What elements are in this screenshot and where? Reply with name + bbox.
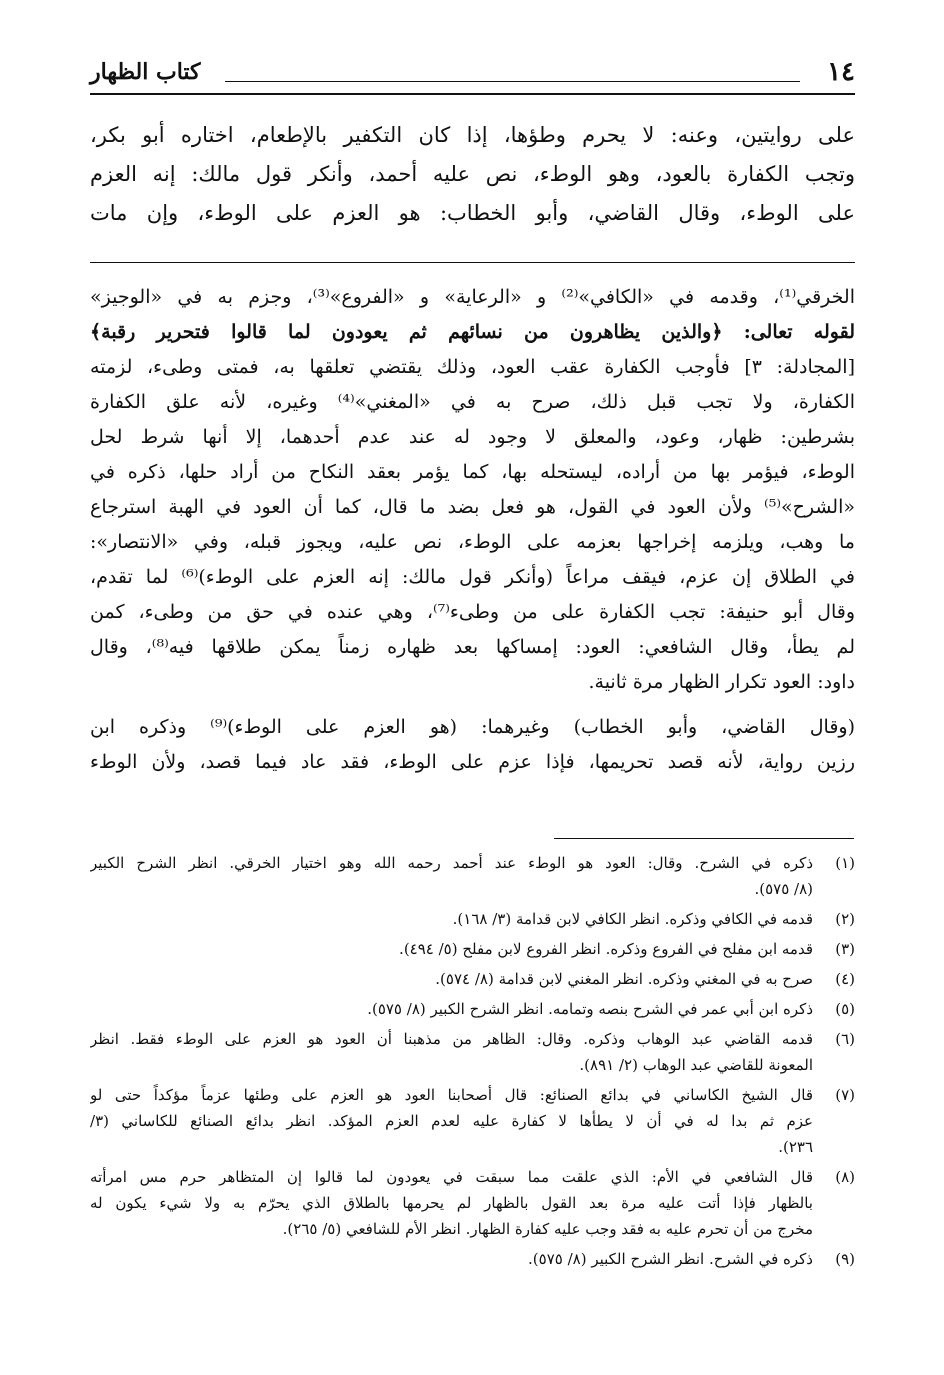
- header-rule: [90, 93, 855, 95]
- footnote: [90, 996, 855, 1022]
- commentary-line: الكفارة، ولا تجب قبل ذلك، صرح به في «المغني»⁽⁴⁾ وغيره، لأنه علق الكفارة: [90, 391, 855, 413]
- commentary-line: داود: العود تكرار الظهار مرة ثانية.: [588, 671, 855, 693]
- commentary-line: الوطء، فيؤمر بها من أراده، ليستحله بها، كما يؤمر بعقد النكاح من أراد حلها، ذكره في: [90, 461, 855, 483]
- header-dash-line: [225, 81, 800, 82]
- page-number: ١٤: [827, 57, 855, 87]
- footnote-line: ٢٣٦).: [778, 1138, 813, 1156]
- footnotes: [90, 850, 855, 1276]
- footnote-line: عزم ثم بدا له في أن لا يطأها لا كفارة عليه لعدم العزم المؤكد. انظر بدائع الصنائع للكاساني (٣/: [90, 1112, 813, 1130]
- footnote-number: (٩): [835, 1250, 855, 1268]
- footnote: [90, 1082, 855, 1160]
- footnote-number: (٣): [835, 940, 855, 958]
- footnote: [90, 1164, 855, 1242]
- footnote-line: مخرج من أن تحرم عليه به فقد وجب عليه كفارة الظهار. انظر الأم للشافعي (٥/ ٢٦٥).: [282, 1220, 813, 1238]
- footnote-number: (٤): [835, 970, 855, 988]
- footnote-line: صرح به في المغني وذكره. انظر المغني لابن قدامة (٨/ ٥٧٤).: [435, 970, 813, 988]
- main-text: [90, 116, 855, 233]
- commentary-line: ما وهب، ويلزمه إخراجها بعزمه على الوطء، نص عليه، ويجوز قبله، وفي «الانتصار»:: [90, 531, 855, 553]
- footnote-number: (٧): [835, 1086, 855, 1104]
- footnote-line: قال الشيخ الكاساني في بدائع الصنائع: قال أصحابنا العود هو العزم على وطئها عزماً مؤكداً حتى لو: [90, 1086, 813, 1104]
- commentary-line: في الطلاق إن عزم، فيقف مراعاً (وأنكر قول مالك: إنه العزم على الوطء)⁽⁶⁾ لما تقدم،: [90, 566, 855, 588]
- footnote-line: بالظهار فإذا أتت عليه مرة بعد القول بالظهار لم يحرمها بالطلاق الذي يحرّم به ولا شيء يكون له: [90, 1194, 813, 1212]
- footnote-line: قال الشافعي في الأم: الذي علقت مما سبقت في يعودون لما قالوا إن المتظاهر حرم مس امرأته: [90, 1168, 813, 1186]
- page-header: [90, 55, 855, 93]
- footnote-number: (٦): [835, 1030, 855, 1048]
- footnote: [90, 936, 855, 962]
- footnote-number: (١): [835, 854, 855, 872]
- commentary-line: «الشرح»⁽⁵⁾ ولأن العود في القول، هو فعل بضد ما قال، كما أن العود في الهبة استرجاع: [90, 496, 855, 518]
- commentary-line: (وقال القاضي، وأبو الخطاب) وغيرهما: (هو العزم على الوطء)⁽⁹⁾ وذكره ابن: [90, 716, 855, 738]
- footnote-divider: [554, 838, 854, 839]
- footnote-line: قدمه القاضي عبد الوهاب وذكره. وقال: الظاهر من مذهبنا أن العود هو العزم على الوطء فقط. انظر: [90, 1030, 813, 1048]
- commentary-paragraph: [90, 710, 855, 780]
- main-text-line: على الوطء، وقال القاضي، وأبو الخطاب: هو العزم على الوطء، وإن مات: [90, 201, 855, 225]
- main-commentary-divider: [90, 262, 855, 263]
- commentary: [90, 280, 855, 780]
- commentary-line: الخرقي⁽¹⁾، وقدمه في «الكافي»⁽²⁾ و «الرعاية» و «الفروع»⁽³⁾، وجزم به في «الوجيز»: [90, 286, 855, 308]
- footnote-line: قدمه ابن مفلح في الفروع وذكره. انظر الفروع لابن مفلح (٥/ ٤٩٤).: [399, 940, 813, 958]
- footnote-line: ذكره في الشرح. انظر الشرح الكبير (٨/ ٥٧٥).: [528, 1250, 813, 1268]
- commentary-line: وقال أبو حنيفة: تجب الكفارة على من وطىء⁽⁷⁾، وهي عنده في حق من وطىء، كمن: [90, 601, 855, 623]
- footnote-line: (٨/ ٥٧٥).: [754, 880, 813, 898]
- footnote-number: (٢): [835, 910, 855, 928]
- footnote-line: ذكره ابن أبي عمر في الشرح بنصه وتمامه. انظر الشرح الكبير (٨/ ٥٧٥).: [367, 1000, 813, 1018]
- main-text-line: على روايتين، وعنه: لا يحرم وطؤها، إذا كان التكفير بالإطعام، اختاره أبو بكر،: [90, 123, 855, 147]
- commentary-line: [المجادلة: ٣] فأوجب الكفارة عقب العود، وذلك يقتضي تعلقها به، فمتى وطىء، لزمته: [90, 356, 855, 378]
- footnote: [90, 906, 855, 932]
- footnote-number: (٥): [835, 1000, 855, 1018]
- commentary-line-quran: لقوله تعالى: ﴿والذين يظاهرون من نسائهم ثم يعودون لما قالوا فتحرير رقبة﴾: [90, 321, 855, 343]
- book-title: كتاب الظهار: [90, 59, 201, 85]
- footnote: [90, 1246, 855, 1272]
- footnote-line: المعونة للقاضي عبد الوهاب (٢/ ٨٩١).: [579, 1056, 813, 1074]
- footnote-line: قدمه في الكافي وذكره. انظر الكافي لابن قدامة (٣/ ١٦٨).: [452, 910, 813, 928]
- footnote-line: ذكره في الشرح. وقال: العود هو الوطء عند أحمد رحمه الله وهو اختيار الخرقي. انظر الشرح الكبير: [90, 854, 813, 872]
- footnote: [90, 966, 855, 992]
- main-text-line: وتجب الكفارة بالعود، وهو الوطء، نص عليه أحمد، وأنكر قول مالك: إنه العزم: [90, 162, 855, 186]
- commentary-line: بشرطين: ظهار، وعود، والمعلق لا وجود له عند عدم أحدهما، إلا أنها شرط لحل: [90, 426, 855, 448]
- commentary-paragraph: [90, 280, 855, 700]
- commentary-line: رزين رواية، لأنه قصد تحريمها، فإذا عزم على الوطء، فقد عاد فيما قصد، ولأن الوطء: [90, 751, 855, 773]
- commentary-line: لم يطأ، وقال الشافعي: العود: إمساكها بعد ظهاره زمناً يمكن طلاقها فيه⁽⁸⁾، وقال: [90, 636, 855, 658]
- footnote: [90, 850, 855, 902]
- footnote: [90, 1026, 855, 1078]
- footnote-number: (٨): [835, 1168, 855, 1186]
